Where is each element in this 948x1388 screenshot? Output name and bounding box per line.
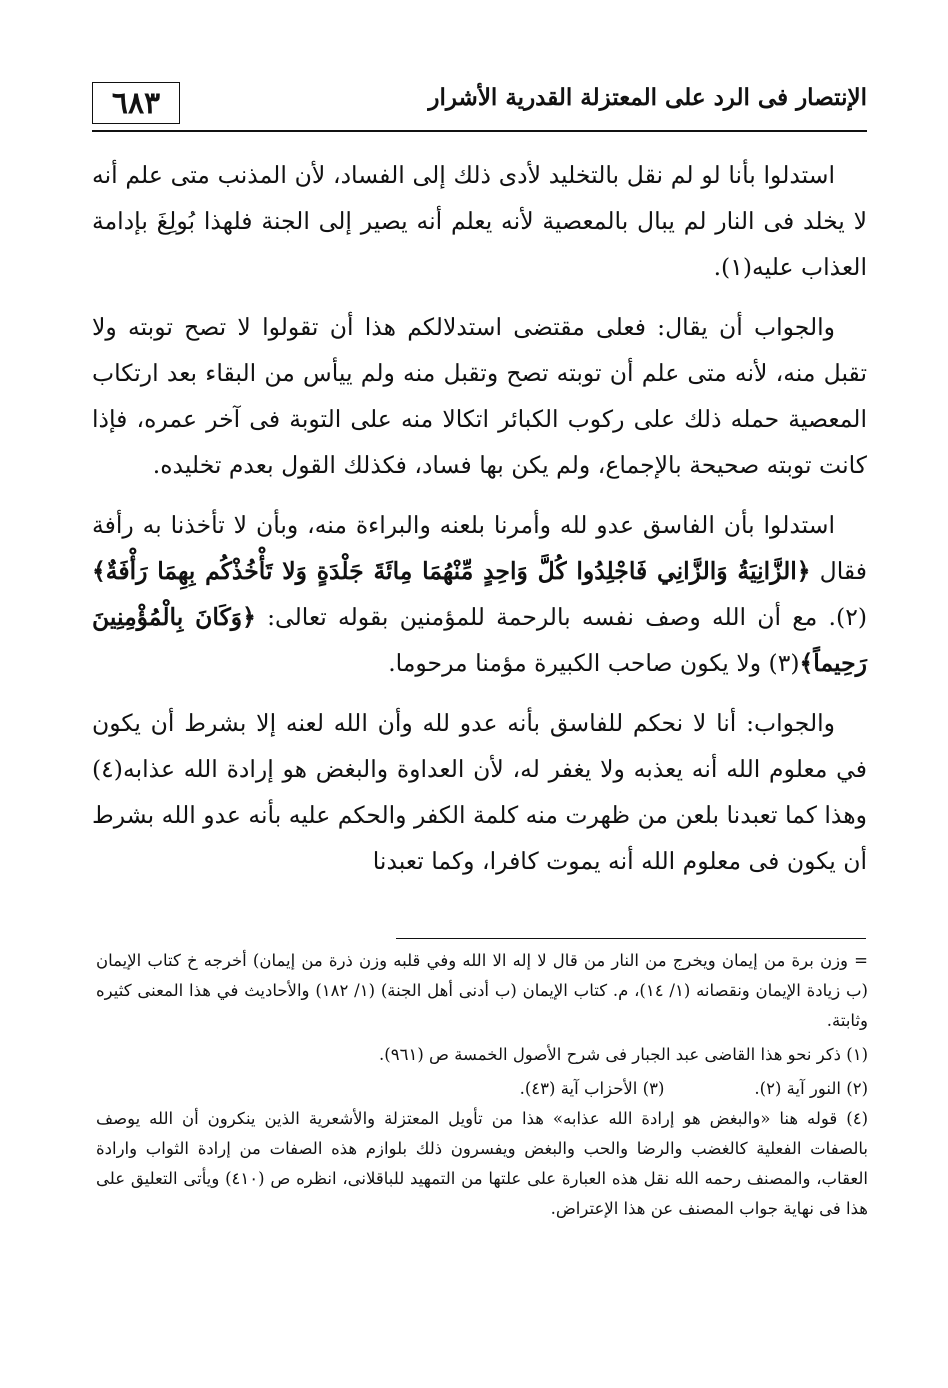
footnote-4: (٤) قوله هنا «والبغض هو إرادة الله عذابه» هذا من تأويل المعتزلة والأشعرية الذين ينكرون أن الله يوصف بالصفات الفعلية كالغضب والرضا والحب والبغض ويفسرون ذلك بلوازم هذه الصفات من إرادة الثواب وارادة العقاب، والمصنف رحمه الله نقل هذه العبارة على علتها من التمهيد للباقلانى، انظره ص (٤١٠) ويأتى التعليق على هذا فى نهاية جواب المصنف عن هذا الإعتراض. [96,1109,869,1218]
running-title: الإنتصار فى الرد على المعتزلة القدرية الأشرار [428,84,867,111]
paragraph-3-text-c: (٣) ولا يكون صاحب الكبيرة مؤمنا مرحوما. [388,649,800,677]
main-text [92,152,867,898]
footnote-2: (٢) النور آية (٢). [754,1079,868,1098]
paragraph-2: والجواب أن يقال: فعلى مقتضى استدلالكم هذا أن تقولوا لا تصح توبته ولا تقبل منه، لأنه متى علم أن توبته تصح وتقبل منه ولم ييأس من البقاء بعد ارتكاب المعصية حمله ذلك على ركوب الكبائر اتكالا منه على التوبة فى آخر عمره، فإذا كانت توبته صحيحة بالإجماع، ولم يكن بها فساد، فكذلك القول بعدم تخليده. [92,313,867,479]
footnote-row-2-3 [96,1074,868,1104]
footnotes [96,946,868,1228]
page-number: ٦٨٣ [92,82,180,124]
quran-verse-nur: ﴿الزَّانِيَةُ وَالزَّانِي فَاجْلِدُوا كُلَّ وَاحِدٍ مِّنْهُمَا مِائَةَ جَلْدَةٍ وَلا تَأْخُذْكُم بِهِمَا رَأْفَةٌ﴾ [92,557,811,585]
paragraph-3 [92,502,867,686]
footnote-1: (١) ذكر نحو هذا القاضى عبد الجبار فى شرح الأصول الخمسة ص (٩٦١). [379,1045,868,1064]
quran-verse-ahzab: ﴿وَكَانَ بِالْمُؤْمِنِينَ رَحِيماً﴾ [92,603,867,677]
footnote-separator [396,938,866,939]
page-header [92,78,867,132]
paragraph-3-text-a: استدلوا بأن الفاسق عدو لله وأمرنا بلعنه والبراءة منه، وبأن لا تأخذنا به رأفة فقال [92,511,867,585]
footnote-3: (٣) الأحزاب آية (٤٣). [519,1079,665,1098]
paragraph-4: والجواب: أنا لا نحكم للفاسق بأنه عدو لله وأن الله لعنه إلا بشرط أن يكون في معلوم الله أنه يعذبه ولا يغفر له، لأن العداوة والبغض هو إرادة الله عذابه(٤) وهذا كما تعبدنا بلعن من ظهرت منه كلمة الكفر والحكم عليه بأنه عدو الله بشرط أن يكون فى معلوم الله أنه يموت كافرا، وكما تعبدنا [92,709,867,875]
paragraph-1: استدلوا بأنا لو لم نقل بالتخليد لأدى ذلك إلى الفساد، لأن المذنب متى علم أنه لا يخلد فى النار لم يبال بالمعصية لأنه يعلم أنه يصير إلى الجنة فلهذا بُولِغَ بإدامة العذاب عليه(١). [92,161,867,281]
footnote-continuation: = وزن برة من إيمان ويخرج من النار من قال لا إله الا الله وفي قلبه وزن ذرة من إيمان) أخرجه خ كتاب الإيمان (ب زيادة الإيمان ونقصانه (١/ ١٤)، م. كتاب الإيمان (ب أدنى أهل الجنة) (١/ ١٨٢) والأحاديث في هذا المعنى كثيره وثابتة. [96,951,868,1030]
paragraph-3-text-b: (٢). مع أن الله وصف نفسه بالرحمة للمؤمنين بقوله تعالى: [267,603,867,631]
